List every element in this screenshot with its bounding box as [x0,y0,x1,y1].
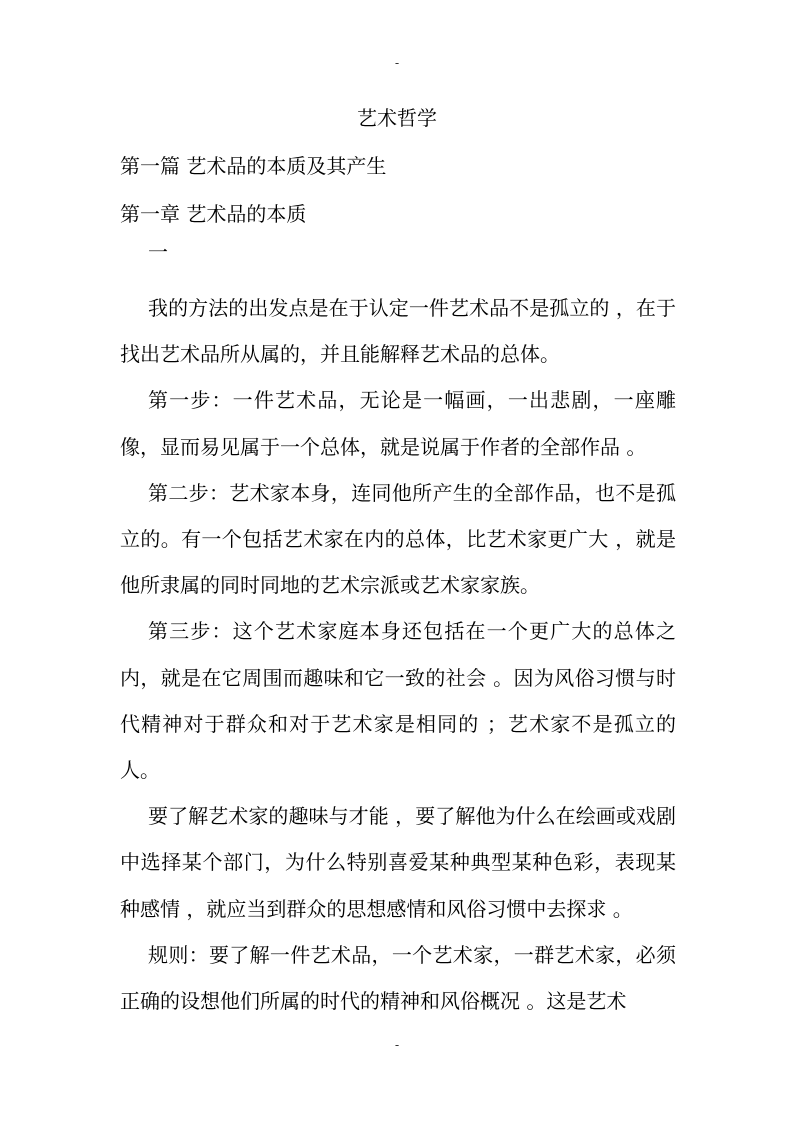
document-title: 艺术哲学 [357,106,437,130]
paragraph: 第三步：这个艺术家庭本身还包括在一个更广大的总体之内，就是在它周围而趣味和它一致的社会 。因为风俗习惯与时代精神对于群众和对于艺术家是相同的 ；艺术家不是孤立的人。 [120,619,676,783]
page-top-mark: - [394,56,400,70]
paragraph: 我的方法的出发点是在于认定一件艺术品不是孤立的 ，在于找出艺术品所从属的，并且能解释艺术品的总体。 [120,296,676,367]
page-bottom-mark: - [394,1038,400,1052]
body-text [120,285,676,1024]
paragraph: 要了解艺术家的趣味与才能 ，要了解他为什么在绘画或戏剧中选择某个部门，为什么特别喜爱某种典型某种色彩，表现某种感情 ，就应当到群众的思想感情和风俗习惯中去探求 。 [120,804,676,921]
section-mark: 一 [148,240,168,264]
chapter-heading: 第一章 艺术品的本质 [120,202,307,226]
part-heading: 第一篇 艺术品的本质及其产生 [120,154,387,178]
paragraph: 规则：要了解一件艺术品，一个艺术家，一群艺术家，必须正确的设想他们所属的时代的精神和风俗概况 。这是艺术 [120,942,676,1014]
paragraph: 第一步：一件艺术品，无论是一幅画，一出悲剧，一座雕像，显而易见属于一个总体，就是说属于作者的全部作品 。 [120,388,676,459]
paragraph: 第二步：艺术家本身，连同他所产生的全部作品，也不是孤立的。有一个包括艺术家在内的总体，比艺术家更广大 ，就是他所隶属的同时同地的艺术宗派或艺术家家族。 [120,480,676,598]
